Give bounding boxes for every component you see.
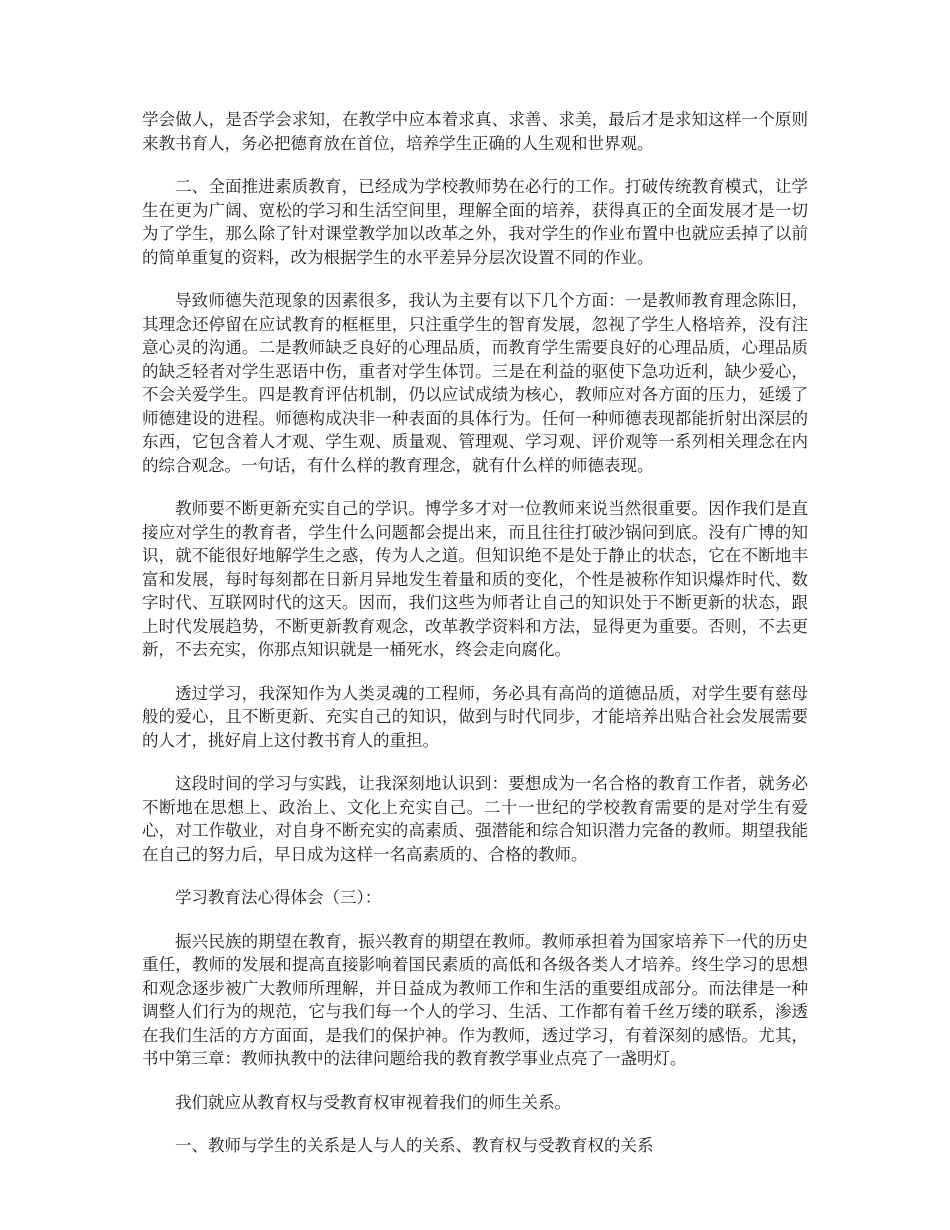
section-heading: 学习教育法心得体会（三）：: [175, 888, 382, 907]
paragraph-4: 教师要不断更新充实自己的学识。博学多才对一位教师来说当然很重要。因作我们是直接应对学生的教育者，学生什么问题都会提出来，而且往往打破沙锅问到底。没有广博的知识，就不能很好地解学生之惑，传为人之道。但知识绝不是处于静止的状态，它在不断地丰富和发展，每时每刻都在日新月异地发生着量和质的变化，个性是被称作知识爆炸时代、数字时代、互联网时代的这天。因而，我们这些为师者让自己的知识处于不断更新的状态，跟上时代发展趋势，不断更新教育观念，改革教学资料和方法，显得更为重要。否则，不去更新，不去充实，你那点知识就是一桶死水，终会走向腐化。: [142, 499, 808, 659]
paragraph-8: 振兴民族的期望在教育，振兴教育的期望在教师。教师承担着为国家培养下一代的历史重任，教师的发展和提高直接影响着国民素质的高低和各级各类人才培养。终生学习的思想和观念逐步被广大教师所理解，并日益成为教师工作和生活的重要组成部分。而法律是一种调整人们行为的规范，它与我们每一个人的学习、生活、工作都有着千丝万缕的联系，渗透在我们生活的方方面面，是我们的保护神。作为教师，透过学习，有着深刻的感悟。尤其，书中第三章：教师执教中的法律问题给我的教育教学事业点亮了一盏明灯。: [142, 931, 808, 1068]
paragraph-9: 我们就应从教育权与受教育权审视着我们的师生关系。: [175, 1092, 571, 1112]
paragraph-10: 一、教师与学生的关系是人与人的关系、教育权与受教育权的关系: [175, 1136, 654, 1155]
document-page: [142, 108, 808, 1178]
paragraph-3: 导致师德失范现象的因素很多，我认为主要有以下几个方面：一是教师教育理念陈旧，其理念还停留在应试教育的框框里，只注重学生的智育发展，忽视了学生人格培养，没有注意心灵的沟通。二是教师缺乏良好的心理品质，而教育学生需要良好的心理品质，心理品质的缺乏轻者对学生恶语中伤，重者对学生体罚。三是在利益的驱使下急功近利，缺少爱心，不会关爱学生。四是教育评估机制，仍以应试成绩为核心，教师应对各方面的压力，延缓了师德建设的进程。师德构成决非一种表面的具体行为。任何一种师德表现都能折射出深层的东西，它包含着人才观、学生观、质量观、管理观、学习观、评价观等一系列相关理念在内的综合观念。一句话，有什么样的教育理念，就有什么样的师德表现。: [142, 291, 808, 475]
paragraph-6: 这段时间的学习与实践，让我深刻地认识到：要想成为一名合格的教育工作者，就务必不断地在思想上、政治上、文化上充实自己。二十一世纪的学校教育需要的是对学生有爱心，对工作敬业，对自身不断充实的高素质、强潜能和综合知识潜力完备的教师。期望我能在自己的努力后，早日成为这样一名高素质的、合格的教师。: [142, 774, 808, 864]
paragraph-5: 透过学习，我深知作为人类灵魂的工程师，务必具有高尚的道德品质，对学生要有慈母般的爱心，且不断更新、充实自己的知识，做到与时代同步，才能培养出贴合社会发展需要的人才，挑好肩上这付教书育人的重担。: [142, 683, 808, 750]
paragraph-2: 二、全面推进素质教育，已经成为学校教师势在必行的工作。打破传统教育模式，让学生在更为广阔、宽松的学习和生活空间里，理解全面的培养，获得真正的全面发展才是一切为了学生，那么除了针对课堂教学加以改革之外，我对学生的作业布置中也就应丢掉了以前的简单重复的资料，改为根据学生的水平差异分层次设置不同的作业。: [142, 177, 808, 267]
paragraph-1: 学会做人，是否学会求知，在教学中应本着求真、求善、求美，最后才是求知这样一个原则来教书育人，务必把德育放在首位，培养学生正确的人生观和世界观。: [142, 110, 808, 153]
